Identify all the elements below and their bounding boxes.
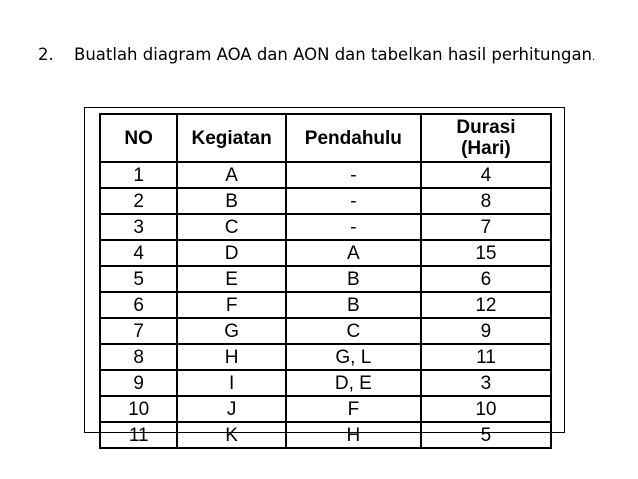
cell-kegiatan: C [177,214,286,240]
cell-pendahulu: - [286,188,421,214]
question-number: 2. [38,45,54,64]
header-durasi-line1: Durasi [456,117,516,138]
cell-no: 11 [100,422,177,448]
table-row [100,188,551,214]
table-row [100,240,551,266]
cell-kegiatan: K [177,422,286,448]
table-header-row [100,114,551,162]
question-text [74,42,614,70]
header-pendahulu: Pendahulu [286,114,421,162]
cell-kegiatan: H [177,344,286,370]
table-row [100,162,551,188]
cell-durasi: 6 [421,266,551,292]
table-frame [84,107,565,446]
table-row [100,292,551,318]
cell-pendahulu: - [286,162,421,188]
cell-no: 1 [100,162,177,188]
table-row [100,266,551,292]
cell-durasi: 4 [421,162,551,188]
cell-no: 10 [100,396,177,422]
question-period: . [592,52,596,63]
cell-no: 2 [100,188,177,214]
table-row [100,422,551,448]
cell-pendahulu: B [286,266,421,292]
cell-kegiatan: D [177,240,286,266]
cell-durasi: 11 [421,344,551,370]
cell-no: 9 [100,370,177,396]
cell-pendahulu: H [286,422,421,448]
cell-durasi: 12 [421,292,551,318]
header-durasi [421,114,551,162]
table-row [100,214,551,240]
activity-table [99,113,552,449]
cell-kegiatan: E [177,266,286,292]
cell-durasi: 10 [421,396,551,422]
cell-durasi: 15 [421,240,551,266]
table-row [100,318,551,344]
cell-pendahulu: A [286,240,421,266]
cell-pendahulu: G, L [286,344,421,370]
cell-pendahulu: C [286,318,421,344]
cell-durasi: 8 [421,188,551,214]
table-body [100,162,551,448]
cell-pendahulu: B [286,292,421,318]
cell-durasi: 9 [421,318,551,344]
table-row [100,344,551,370]
cell-no: 8 [100,344,177,370]
cell-kegiatan: A [177,162,286,188]
cell-kegiatan: I [177,370,286,396]
table-row [100,396,551,422]
cell-durasi: 5 [421,422,551,448]
cell-pendahulu: D, E [286,370,421,396]
cell-no: 4 [100,240,177,266]
cell-kegiatan: F [177,292,286,318]
cell-pendahulu: - [286,214,421,240]
cell-kegiatan: G [177,318,286,344]
cell-no: 7 [100,318,177,344]
header-kegiatan: Kegiatan [177,114,286,162]
cell-no: 3 [100,214,177,240]
header-durasi-line2: (Hari) [461,138,511,159]
header-no: NO [100,114,177,162]
cell-no: 6 [100,292,177,318]
cell-kegiatan: J [177,396,286,422]
cell-durasi: 3 [421,370,551,396]
table-row [100,370,551,396]
cell-durasi: 7 [421,214,551,240]
question-body: Buatlah diagram AOA dan AON dan tabelkan hasil perhitungan [74,45,593,64]
cell-kegiatan: B [177,188,286,214]
cell-no: 5 [100,266,177,292]
cell-pendahulu: F [286,396,421,422]
